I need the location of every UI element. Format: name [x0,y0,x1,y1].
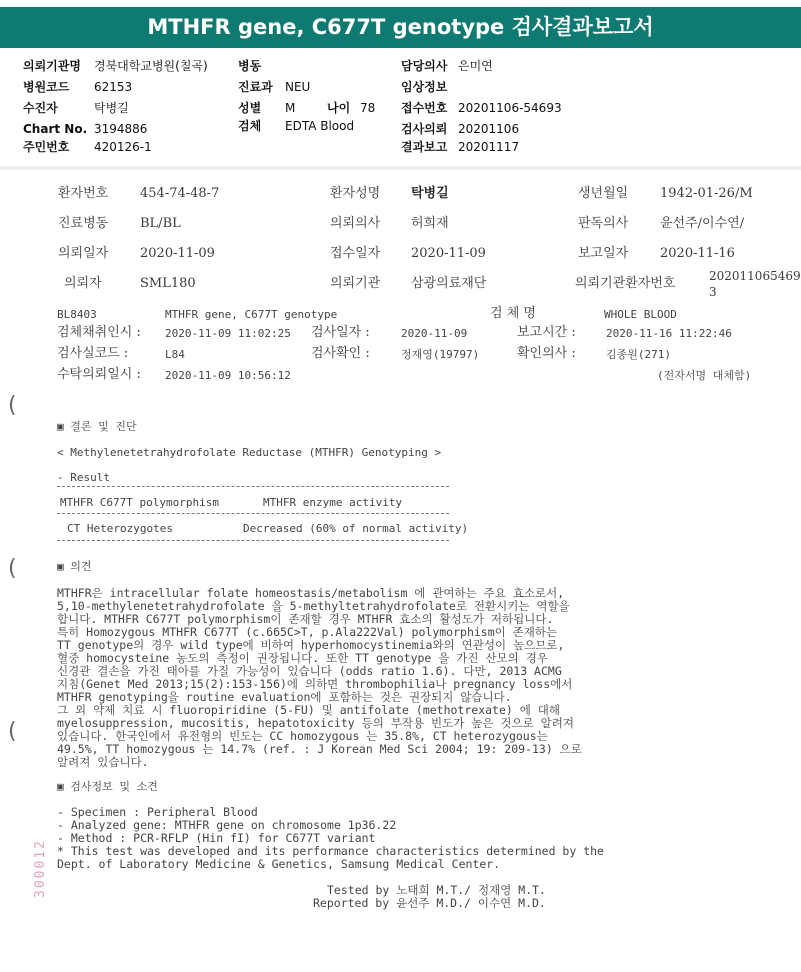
instno-value-1: 202011065469 [709,269,801,283]
side-document-id: 300012 [33,839,48,898]
opinion-line: myelosuppression, mucositis, hepatotoxicity 등의 부작용 빈도가 높은 것으로 알려져 [57,716,574,730]
header-doctor-value: 은미연 [458,59,493,73]
result-col-activity: MTHFR enzyme activity [263,496,403,509]
opinion-line: 알려져 있습니다. [57,755,149,769]
reported-by: Reported by 윤선주 M.D./ 이수연 M.D. [313,896,546,910]
test-info-line: * This test was developed and its performance characteristics determined by the [57,844,604,858]
report-value: 2020-11-16 [660,246,735,261]
room-value: L84 [165,348,185,361]
testdate-value: 2020-11-09 [401,327,468,340]
header-receipt-no-value: 20201106-54693 [458,101,562,115]
header-request-date: 검사의뢰 [401,122,448,136]
result-activity-value: Decreased (60% of normal activity) [243,522,469,535]
verify-value: 김종원(271) [606,348,671,361]
doctor-value: 허희재 [411,216,449,231]
conclusion-heading: ▣ 결론 및 진단 [57,420,137,433]
binder-mark: ( [8,719,17,744]
header-patient: 수진자 [23,101,58,115]
header-ward: 병동 [238,59,262,73]
tested-by: Tested by 노태희 M.T./ 정재영 M.T. [327,883,546,897]
opinion-line: MTHFR genotyping을 routine evaluation에 포함하는 것은 권장되지 않습니다. [57,690,512,704]
header-report-date-value: 20201117 [458,140,520,154]
result-label: - Result [57,471,110,484]
header-specimen-value: EDTA Blood [285,119,355,133]
ward-label: 진료병동 [58,216,109,231]
test-info-line: Dept. of Laboratory Medicine & Genetics, Samsung Medical Center. [57,857,501,871]
instno-value-2: 3 [709,285,717,299]
test-info-line: - Method : PCR-RFLP (Hin fI) for C677T variant [57,831,376,845]
header-sex: 성별 [238,101,262,115]
inst-label: 의뢰기관 [330,276,381,291]
accept-value: 2020-11-09 10:56:12 [165,369,291,382]
result-genotype-value: CT Heterozygotes [67,522,173,535]
opinion-line: TT genotype의 경우 wild type에 비하여 hyperhomocystinemia와의 연관성이 높으므로, [57,638,565,652]
doctor-label: 의뢰의사 [330,216,381,231]
header-institution: 의뢰기관명 [23,59,81,73]
opinion-line: 합니다. MTHFR C677T polymorphism이 존재할 경우 MTHFR 효소의 활성도가 저하됩니다. [57,612,554,626]
report-title: MTHFR gene, C677T genotype 검사결과보고서 [0,7,801,48]
result-col-genotype: MTHFR C677T polymorphism [60,496,219,509]
test-info-heading: ▣ 검사정보 및 소견 [57,780,158,793]
esign-note: (전자서명 대체함) [657,369,752,382]
header-patient-value: 탁병길 [94,101,129,115]
binder-mark: ( [8,556,17,581]
ward-value: BL/BL [140,216,181,231]
name-value: 탁병길 [411,186,449,201]
opinion-line: 특히 Homozygous MTHFR C677T (c.665C>T, p.Ala222Val) polymorphism이 존재하는 [57,625,558,639]
header-resident-no: 주민번호 [23,140,70,154]
instno-label: 의뢰기관환자번호 [575,276,676,291]
req-label: 의뢰일자 [58,246,109,261]
header-report-date: 결과보고 [401,140,448,154]
pid-label: 환자번호 [58,186,109,201]
opinion-line: 그 외 약제 치료 시 fluoropiridine (5-FU) 및 antifolate (methotrexate) 에 대해 [57,703,560,717]
client-label: 의뢰자 [64,276,102,291]
header-age: 나이 [327,101,351,115]
opinion-line: 49.5%, TT homozygous 는 14.7% (ref. : J Korean Med Sci 2004; 19: 209-13) 으로 [57,742,582,756]
dob-label: 생년월일 [578,186,629,201]
opinion-line: 지침(Genet Med 2013;15(2):153-156)에 의하면 thrombophilia나 pregnancy loss에서 [57,677,573,691]
header-age-value: 78 [360,101,376,115]
header-department: 진료과 [238,80,273,94]
name-label: 환자성명 [330,186,381,201]
collect-label: 검체채취인시 : [57,325,141,340]
conclusion-subtitle: < Methylenetetrahydrofolate Reductase (MTHFR) Genotyping > [57,446,442,459]
test-info-line: - Specimen : Peripheral Blood [57,805,258,819]
header-institution-value: 경북대학교병원(칠곡) [94,59,208,73]
specimen-value: WHOLE BLOOD [604,308,677,321]
reader-value: 윤선주/이수연/ [660,216,745,231]
header-hospital-code-value: 62153 [94,80,133,94]
report-label: 보고일자 [578,246,629,261]
specimen-label: 검 체 명 [490,306,536,321]
header-doctor: 담당의사 [401,59,448,73]
req-value: 2020-11-09 [140,246,215,261]
confirm-value: 정재영(19797) [401,348,480,361]
inst-value: 삼광의료재단 [411,276,487,291]
binder-mark: ( [8,393,17,418]
opinion-line: 신경관 결손을 가진 태아를 가질 가능성이 있습니다 (odds ratio 1.6). 다만, 2013 ACMG [57,664,562,678]
test-info-line: - Analyzed gene: MTHFR gene on chromosome 1p36.22 [57,818,397,832]
header-chart-no: Chart No. [23,122,88,136]
reporttime-value: 2020-11-16 11:22:46 [606,327,732,340]
client-value: SML180 [140,276,196,291]
opinion-line: 있습니다. 한국인에서 유전형의 빈도는 CC homozygous 는 35.8%, CT heterozygous는 [57,729,548,743]
table-rule [57,486,449,487]
header-receipt-no: 접수번호 [401,101,448,115]
opinion-heading: ▣ 의견 [57,560,92,573]
header-chart-no-value: 3194886 [94,122,148,136]
header-sex-value: M [285,101,296,115]
room-label: 검사실코드 : [57,346,129,361]
table-rule [57,513,449,514]
header-request-date-value: 20201106 [458,122,520,136]
opinion-line: 혈중 homocysteine 농도의 측정이 권장됩니다. 또한 TT genotype 을 가진 산모의 경우 [57,651,548,665]
header-resident-no-value: 420126-1 [94,140,152,154]
header-department-value: NEU [285,80,311,94]
confirm-label: 검사확인 : [311,346,370,361]
reader-label: 판독의사 [578,216,629,231]
verify-label: 확인의사 : [517,346,576,361]
recv-value: 2020-11-09 [411,246,486,261]
collect-value: 2020-11-09 11:02:25 [165,327,291,340]
header-specimen: 검체 [238,119,262,133]
test-code: BL8403 [57,308,97,321]
testdate-label: 검사일자 : [311,325,370,340]
reporttime-label: 보고시간 : [517,325,576,340]
opinion-line: 5,10-methylenetetrahydrofolate 을 5-methyltetrahydrofolate로 전환시키는 역할을 [57,599,570,613]
accept-label: 수탁의뢰일시 : [57,367,141,382]
table-rule [57,540,449,541]
dob-value: 1942-01-26/M [660,186,753,201]
header-clinical-info: 임상정보 [401,80,448,94]
test-name: MTHFR gene, C677T genotype [165,308,338,321]
opinion-line: MTHFR은 intracellular folate homeostasis/metabolism 에 관여하는 주요 효소로서, [57,586,565,600]
pid-value: 454-74-48-7 [140,186,220,201]
header-hospital-code: 병원코드 [23,80,70,94]
recv-label: 접수일자 [330,246,381,261]
